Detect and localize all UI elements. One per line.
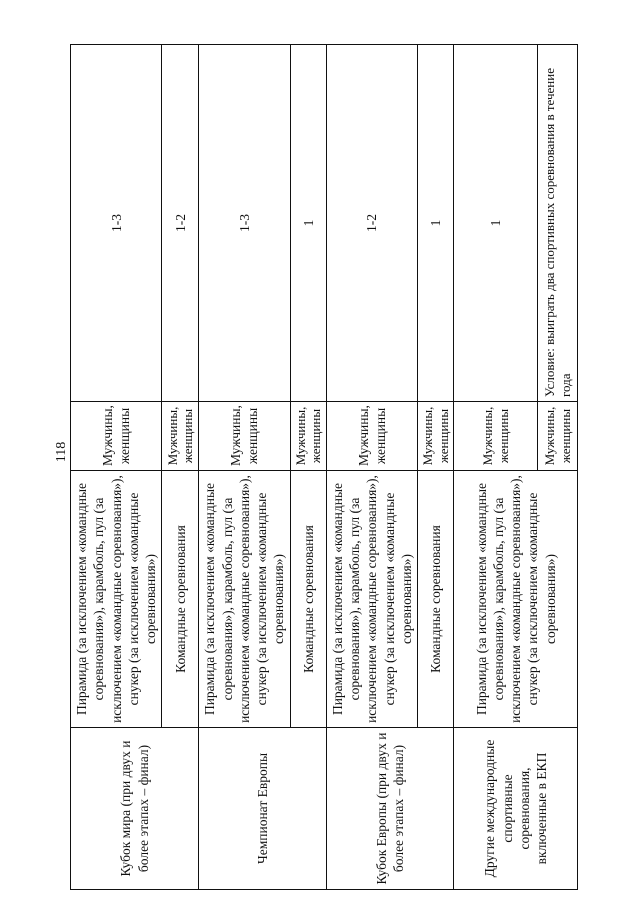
places-cell: 1 (418, 45, 454, 402)
gender-cell: Мужчины, женщины (71, 402, 162, 471)
gender-cell: Мужчины, женщины (418, 402, 454, 471)
gender-cell: Мужчины, женщины (326, 402, 417, 471)
places-cell: 1-3 (71, 45, 162, 402)
condition-cell: Условие: выиграть два спортивных соревнования в течение года (538, 45, 578, 402)
discipline-cell: Командные соревнования (418, 471, 454, 728)
competition-cell: Кубок мира (при двух и более этапах – финал) (71, 728, 199, 890)
discipline-cell: Пирамида (за исключением «командные соревнования»), карамболь, пул (за исключением «командные соревнования»), снукер (за исключением «командные соревнования») (326, 471, 417, 728)
gender-cell: Мужчины, женщины (538, 402, 578, 471)
places-cell: 1-3 (199, 45, 290, 402)
discipline-cell: Пирамида (за исключением «командные соревнования»), карамболь, пул (за исключением «командные соревнования»), снукер (за исключением «командные соревнования») (71, 471, 162, 728)
gender-cell: Мужчины, женщины (290, 402, 326, 471)
rotated-table-container (70, 45, 573, 890)
discipline-cell: Командные соревнования (162, 471, 199, 728)
gender-cell: Мужчины, женщины (199, 402, 290, 471)
discipline-cell: Пирамида (за исключением «командные соревнования»), карамболь, пул (за исключением «командные соревнования»), снукер (за исключением «командные соревнования») (199, 471, 290, 728)
places-cell: 1-2 (326, 45, 417, 402)
table-row (199, 45, 290, 890)
table-row (454, 45, 538, 890)
page-number: 118 (54, 441, 69, 463)
competition-cell: Другие международные спортивные соревнования, включенные в ЕКП (454, 728, 578, 890)
qualification-table (70, 44, 578, 890)
competition-cell: Чемпионат Европы (199, 728, 327, 890)
table-row (326, 45, 417, 890)
table-row (71, 45, 162, 890)
competition-cell: Кубок Европы (при двух и более этапах – финал) (326, 728, 454, 890)
gender-cell: Мужчины, женщины (454, 402, 538, 471)
gender-cell: Мужчины, женщины (162, 402, 199, 471)
discipline-cell: Командные соревнования (290, 471, 326, 728)
places-cell: 1-2 (162, 45, 199, 402)
places-cell: 1 (454, 45, 538, 402)
discipline-cell: Пирамида (за исключением «командные соревнования»), карамболь, пул (за исключением «командные соревнования»), снукер (за исключением «командные соревнования») (454, 471, 578, 728)
places-cell: 1 (290, 45, 326, 402)
